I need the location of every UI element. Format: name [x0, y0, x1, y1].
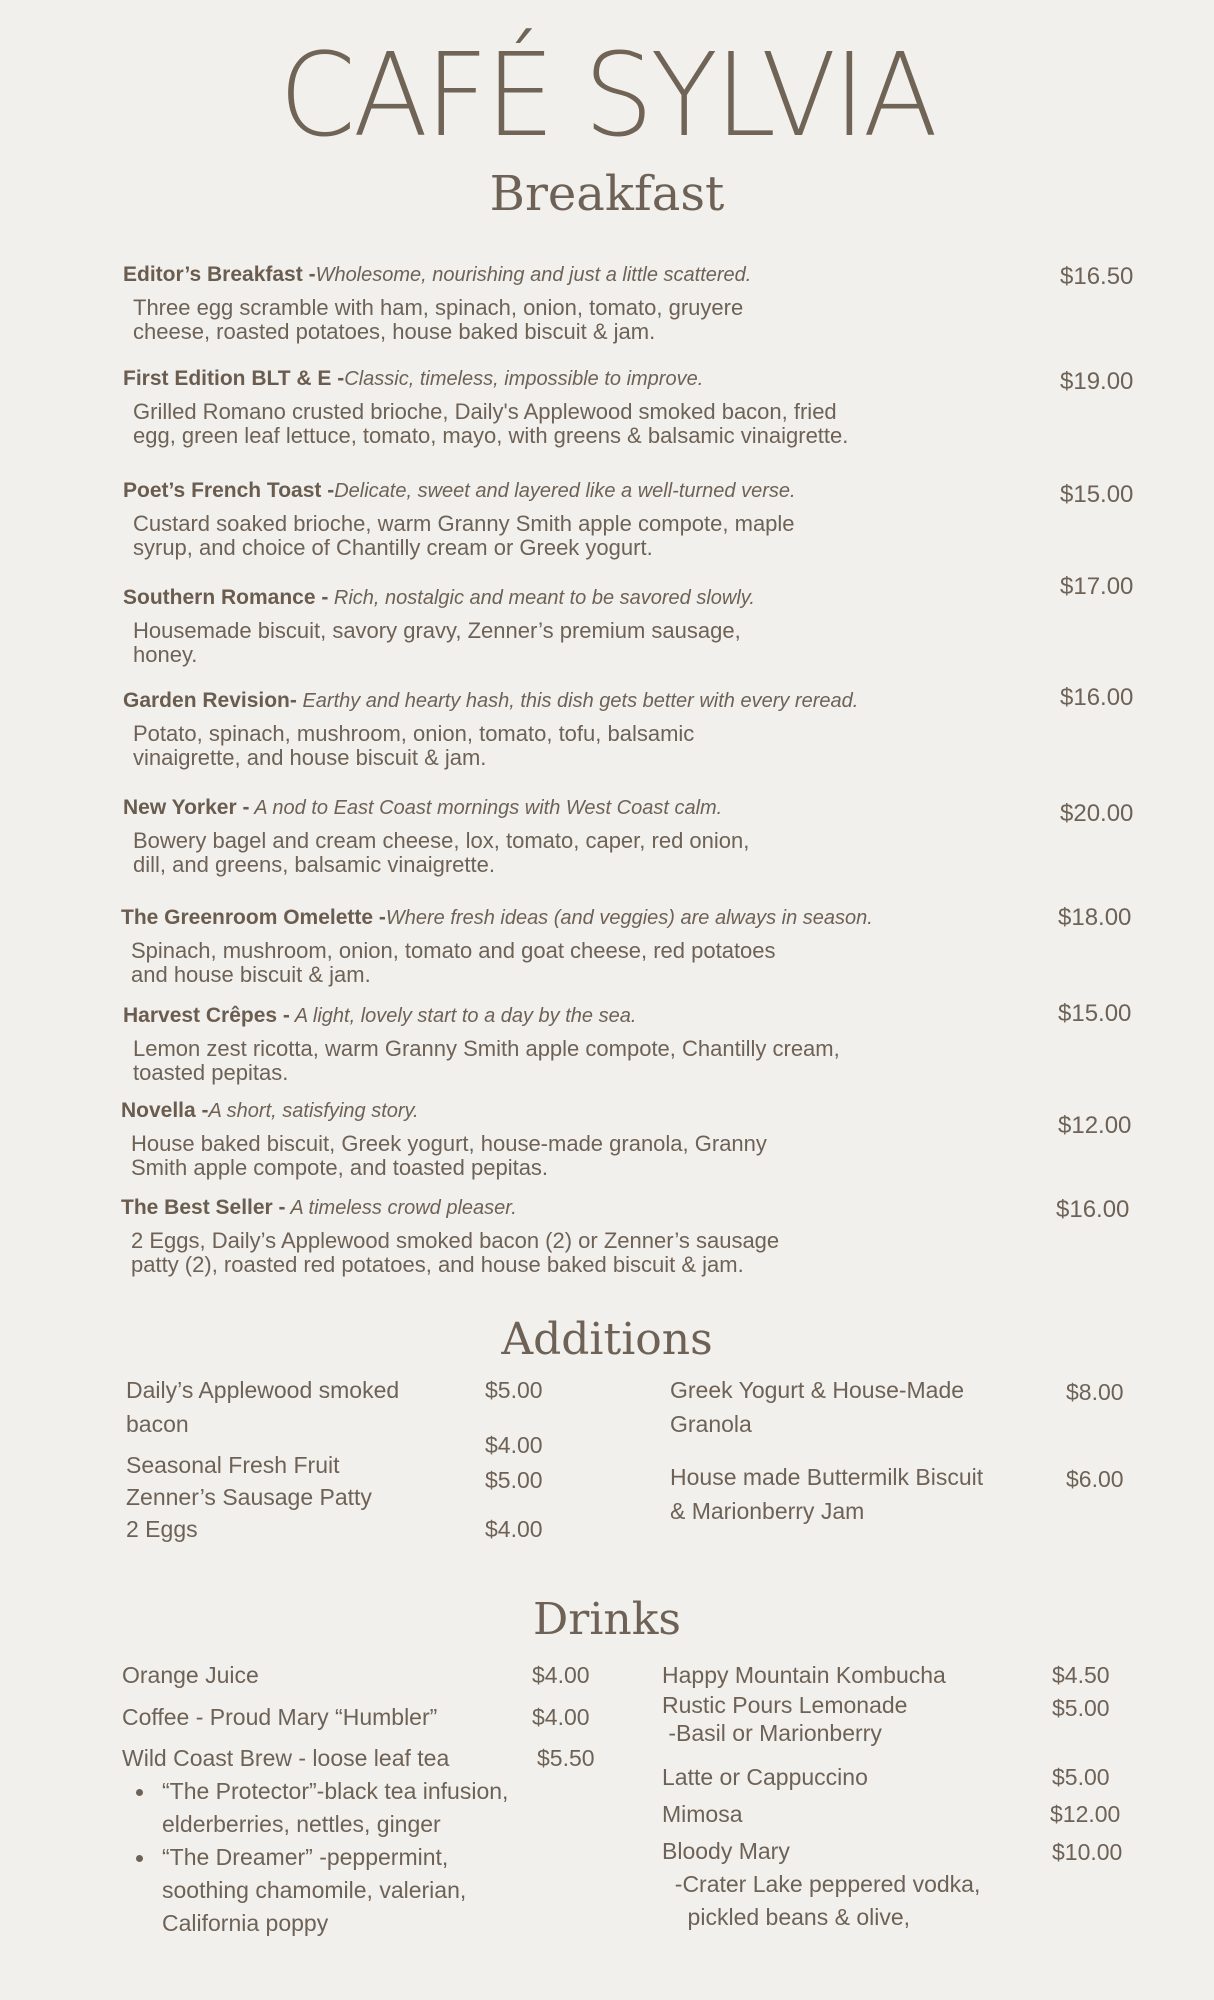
menu-item-price: $16.50 [1060, 263, 1134, 290]
drink-name [122, 1700, 437, 1734]
description-line: Smith apple compote, and toasted pepitas. [131, 1155, 549, 1180]
menu-item-price: $16.00 [1060, 684, 1134, 711]
drink-name [662, 1760, 868, 1794]
menu-item-heading [123, 478, 1043, 504]
tea-option-line: “The Protector”-black tea infusion, [162, 1778, 509, 1804]
drink-name [662, 1691, 907, 1747]
menu-item-heading [123, 262, 1043, 288]
menu-item-tagline: Delicate, sweet and layered like a well-turned verse. [334, 480, 796, 502]
addition-name [670, 1460, 983, 1528]
description-line: House baked biscuit, Greek yogurt, house-made granola, Granny [131, 1131, 767, 1156]
addition-line: Zenner’s Sausage Patty [126, 1484, 372, 1510]
menu-item [123, 585, 1043, 667]
drink-line: -Crater Lake peppered vodka, [662, 1871, 981, 1897]
description-line: Housemade biscuit, savory gravy, Zenner’s premium sausage, [133, 618, 741, 643]
menu-item-tagline: Where fresh ideas (and veggies) are always in season. [385, 907, 873, 929]
menu-item-name: New Yorker - [123, 796, 250, 819]
drink-price: $5.50 [537, 1745, 595, 1771]
tea-option-line: soothing chamomile, valerian, [162, 1877, 467, 1903]
addition-line: Greek Yogurt & House-Made [670, 1377, 965, 1403]
menu-item-description [131, 939, 1041, 987]
drink-line: Latte or Cappuccino [662, 1764, 868, 1790]
description-line: and house biscuit & jam. [131, 962, 371, 987]
description-line: honey. [133, 642, 198, 667]
menu-item-heading [123, 366, 1043, 392]
drink-name [122, 1741, 449, 1775]
addition-line: & Marionberry Jam [670, 1498, 865, 1524]
tea-option [124, 1841, 584, 1940]
description-line: Lemon zest ricotta, warm Granny Smith apple compote, Chantilly cream, [133, 1036, 840, 1061]
menu-item [123, 1003, 1043, 1085]
addition-line: Daily’s Applewood smoked [126, 1377, 400, 1403]
drink-line: Mimosa [662, 1801, 743, 1827]
addition-name [126, 1448, 339, 1482]
drink-price: $5.00 [1052, 1695, 1110, 1721]
drink-price: $4.50 [1052, 1662, 1110, 1688]
addition-line: Seasonal Fresh Fruit [126, 1452, 340, 1478]
menu-item-price: $18.00 [1058, 904, 1132, 931]
description-line: vinaigrette, and house biscuit & jam. [133, 745, 487, 770]
menu-item-heading [121, 1098, 1041, 1124]
addition-name [126, 1480, 372, 1514]
addition-price: $5.00 [485, 1377, 543, 1403]
tea-option [124, 1775, 584, 1841]
menu-item [121, 905, 1041, 987]
menu-item-heading [123, 585, 1043, 611]
addition-line: 2 Eggs [126, 1516, 198, 1542]
drink-line: Orange Juice [122, 1662, 259, 1688]
menu-item-heading [123, 688, 1043, 714]
bullet-icon [136, 1855, 143, 1862]
drink-price: $5.00 [1052, 1764, 1110, 1790]
addition-line: Granola [670, 1411, 752, 1437]
menu-item-price: $19.00 [1060, 368, 1134, 395]
drink-name [662, 1835, 980, 1934]
description-line: Three egg scramble with ham, spinach, onion, tomato, gruyere [133, 295, 744, 320]
addition-line: bacon [126, 1411, 189, 1437]
menu-item-name: Garden Revision- [123, 689, 297, 712]
menu-item-name: Poet’s French Toast - [123, 479, 335, 502]
menu-item-price: $15.00 [1060, 481, 1134, 508]
menu-item-description [133, 829, 1043, 877]
drink-price: $4.00 [532, 1704, 590, 1730]
menu-item-name: The Best Seller - [121, 1196, 286, 1219]
menu-item [121, 1195, 1041, 1277]
breakfast-heading: Breakfast [489, 166, 725, 222]
drink-price: $4.00 [532, 1662, 590, 1688]
menu-item-heading [121, 1195, 1041, 1221]
menu-item-description [133, 722, 1043, 770]
drink-line: Bloody Mary [662, 1838, 790, 1864]
description-line: Spinach, mushroom, onion, tomato and goat cheese, red potatoes [131, 938, 776, 963]
drink-price: $10.00 [1052, 1839, 1123, 1865]
addition-name [126, 1512, 198, 1546]
menu-item-tagline: A light, lovely start to a day by the sea. [289, 1005, 637, 1027]
tea-options-list [124, 1775, 584, 1940]
menu-item-description [133, 1037, 1043, 1085]
menu-item [123, 688, 1043, 770]
menu-item [123, 478, 1043, 560]
menu-item-price: $16.00 [1056, 1196, 1130, 1223]
addition-name [670, 1373, 964, 1441]
description-line: cheese, roasted potatoes, house baked biscuit & jam. [133, 319, 656, 344]
drink-line: Coffee - Proud Mary “Humbler” [122, 1704, 438, 1730]
description-line: 2 Eggs, Daily’s Applewood smoked bacon (2) or Zenner’s sausage [131, 1228, 780, 1253]
menu-item-tagline: Earthy and hearty hash, this dish gets better with every reread. [296, 690, 859, 712]
addition-price: $6.00 [1066, 1466, 1124, 1492]
menu-item-name: Harvest Crêpes - [123, 1004, 290, 1027]
drink-line: Wild Coast Brew - loose leaf tea [122, 1745, 450, 1771]
menu-item-description [133, 296, 1043, 344]
description-line: egg, green leaf lettuce, tomato, mayo, with greens & balsamic vinaigrette. [133, 423, 849, 448]
menu-item-name: Southern Romance - [123, 586, 329, 609]
menu-item [123, 262, 1043, 344]
tea-option-line: elderberries, nettles, ginger [162, 1811, 441, 1837]
drink-line: Rustic Pours Lemonade [662, 1692, 908, 1718]
addition-price: $8.00 [1066, 1379, 1124, 1405]
tea-option-line: “The Dreamer” -peppermint, [162, 1844, 449, 1870]
menu-item [123, 366, 1043, 448]
drink-name [122, 1658, 259, 1692]
menu-item [123, 795, 1043, 877]
menu-item-tagline: A short, satisfying story. [208, 1100, 419, 1122]
menu-item-tagline: Classic, timeless, impossible to improve. [344, 368, 704, 390]
description-line: Potato, spinach, mushroom, onion, tomato, tofu, balsamic [133, 721, 695, 746]
menu-item-name: First Edition BLT & E - [123, 367, 345, 390]
drink-line: Happy Mountain Kombucha [662, 1662, 946, 1688]
menu-item-name: The Greenroom Omelette - [121, 906, 386, 929]
addition-name [126, 1373, 399, 1441]
menu-item-description [131, 1132, 1041, 1180]
menu-item-price: $20.00 [1060, 800, 1134, 827]
bullet-icon [136, 1789, 143, 1796]
menu-item-price: $12.00 [1058, 1112, 1132, 1139]
addition-price: $5.00 [485, 1467, 543, 1493]
menu-item-tagline: Wholesome, nourishing and just a little scattered. [315, 264, 752, 286]
description-line: patty (2), roasted red potatoes, and house baked biscuit & jam. [131, 1252, 744, 1277]
description-line: Grilled Romano crusted brioche, Daily's Applewood smoked bacon, fried [133, 399, 837, 424]
additions-heading: Additions [501, 1314, 713, 1365]
menu-item-description [133, 619, 1043, 667]
menu-item-heading [121, 905, 1041, 931]
drink-name [662, 1797, 743, 1831]
description-line: Custard soaked brioche, warm Granny Smith apple compote, maple [133, 511, 795, 536]
menu-item-description [131, 1229, 1041, 1277]
cafe-title: CAFÉ SYLVIA [279, 27, 935, 163]
drinks-heading: Drinks [533, 1594, 681, 1645]
addition-line: House made Buttermilk Biscuit [670, 1464, 984, 1490]
description-line: Bowery bagel and cream cheese, lox, tomato, caper, red onion, [133, 828, 750, 853]
menu-item-heading [123, 1003, 1043, 1029]
menu-item-price: $17.00 [1060, 573, 1134, 600]
addition-price: $4.00 [485, 1432, 543, 1458]
menu-item-tagline: A timeless crowd pleaser. [285, 1197, 517, 1219]
menu-item-tagline: A nod to East Coast mornings with West Coast calm. [249, 797, 723, 819]
drink-name [662, 1658, 946, 1692]
drink-line: -Basil or Marionberry [662, 1720, 882, 1746]
menu-item [121, 1098, 1041, 1180]
description-line: toasted pepitas. [133, 1060, 289, 1085]
description-line: dill, and greens, balsamic vinaigrette. [133, 852, 495, 877]
menu-item-description [133, 512, 1043, 560]
menu-item-price: $15.00 [1058, 1000, 1132, 1027]
description-line: syrup, and choice of Chantilly cream or Greek yogurt. [133, 535, 653, 560]
menu-item-name: Editor’s Breakfast - [123, 263, 316, 286]
menu-item-name: Novella - [121, 1099, 209, 1122]
drink-line: pickled beans & olive, [662, 1904, 911, 1930]
menu-item-tagline: Rich, nostalgic and meant to be savored slowly. [328, 587, 755, 609]
addition-price: $4.00 [485, 1516, 543, 1542]
menu-item-heading [123, 795, 1043, 821]
drink-price: $12.00 [1050, 1801, 1121, 1827]
tea-option-line: California poppy [162, 1910, 329, 1936]
menu-item-description [133, 400, 1043, 448]
